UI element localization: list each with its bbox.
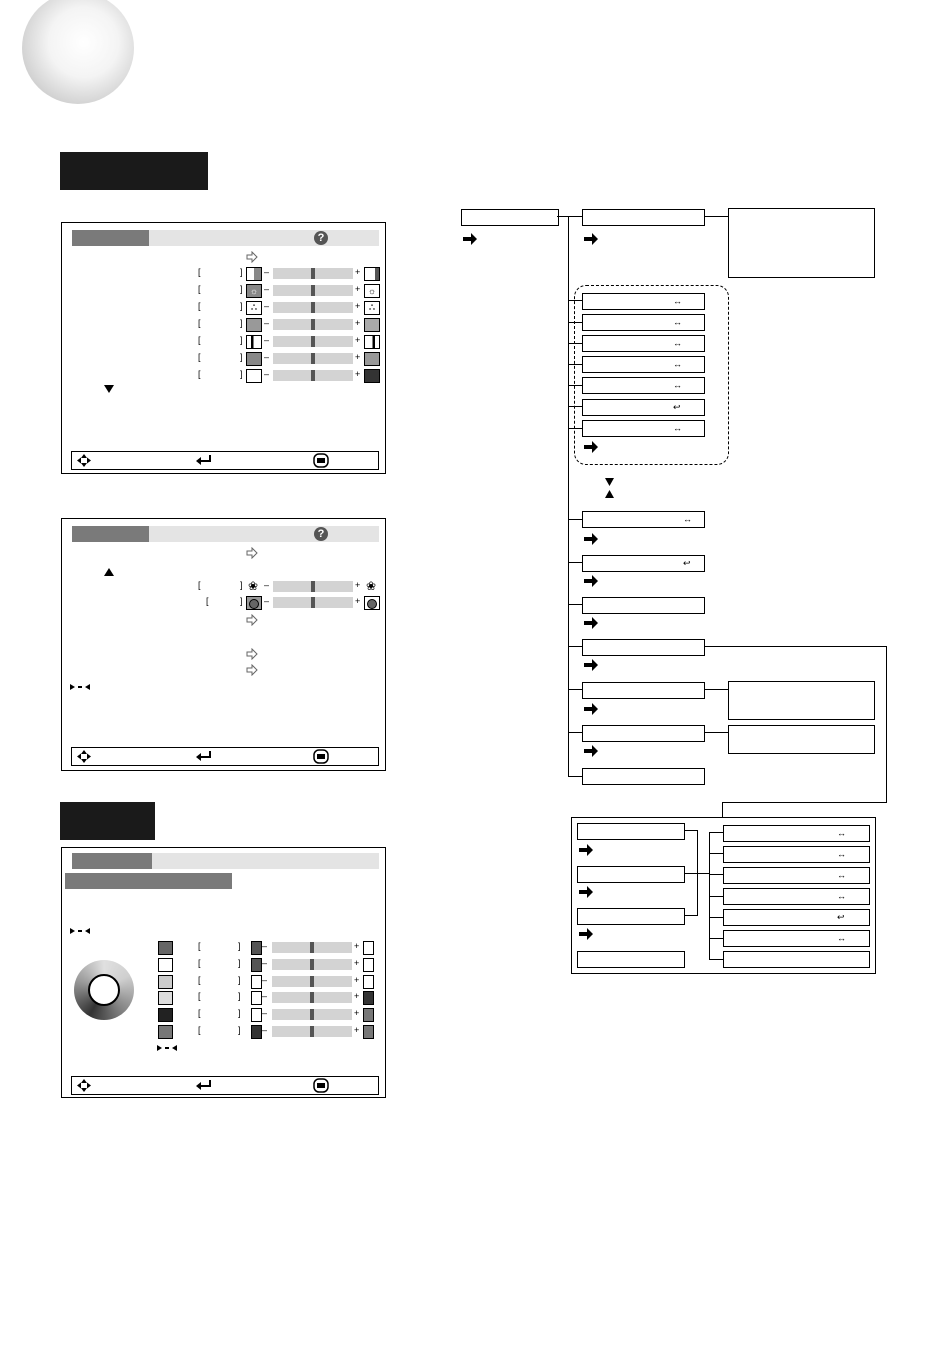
flow-box — [723, 951, 870, 968]
flow-box-adjust: ↔ — [723, 867, 870, 884]
blue-icon — [246, 369, 262, 383]
tint-icon — [364, 318, 380, 332]
slider-knob — [311, 581, 315, 592]
color-temp-icon: ❀ — [247, 579, 259, 593]
slider-knob — [311, 285, 315, 296]
flow-box-adjust: ↔ — [582, 335, 705, 352]
menu-tab-active[interactable] — [72, 526, 149, 542]
tint-icon — [246, 318, 262, 332]
color-swatch — [158, 941, 173, 955]
help-icon[interactable]: ? — [314, 231, 328, 245]
arrow-right-icon — [578, 886, 594, 898]
arrow-right-icon — [583, 533, 599, 545]
flow-box-adjust: ↔ — [582, 511, 705, 528]
slider-row[interactable]: [ ] – + — [198, 352, 380, 366]
slider-row[interactable]: [ ] ❀ – + ❀ — [198, 579, 377, 593]
arrow-right-icon — [583, 659, 599, 671]
guide-bar — [71, 451, 379, 470]
reset-icon[interactable] — [156, 1043, 178, 1053]
cms-row[interactable]: [ ] – + — [158, 1025, 380, 1039]
flow-box — [577, 823, 685, 840]
flow-box-select: ↩ — [582, 399, 705, 416]
flow-box-adjust: ↔ — [723, 825, 870, 842]
scroll-up-icon[interactable] — [103, 567, 115, 577]
red-icon — [364, 352, 380, 366]
flow-box-cms — [582, 639, 705, 656]
arrow-right-icon[interactable] — [246, 648, 258, 660]
flow-box-adjust: ↔ — [723, 888, 870, 905]
flow-box-adjust: ↔ — [582, 420, 705, 437]
slider-knob — [311, 597, 315, 608]
arrow-right-icon[interactable] — [246, 614, 258, 626]
color-swatch — [158, 958, 173, 972]
reset-icon[interactable] — [69, 926, 91, 936]
arrow-right-icon[interactable] — [246, 547, 258, 559]
flow-box-select: ↩ — [723, 909, 870, 926]
flow-box — [577, 951, 685, 968]
guide-bar — [71, 1076, 379, 1095]
flow-box-adjust: ↔ — [582, 356, 705, 373]
enter-icon — [195, 1079, 213, 1091]
color-swatch — [158, 991, 173, 1005]
contrast-icon — [246, 267, 262, 281]
cms-row[interactable]: [ ] – + — [158, 991, 380, 1005]
menu-tab-bar — [149, 230, 379, 246]
red-icon — [246, 352, 262, 366]
section-header-bar-1 — [60, 152, 208, 190]
cms-row[interactable]: [ ] – + — [158, 1008, 380, 1022]
arrow-right-icon — [583, 441, 599, 453]
flow-box-main — [461, 209, 559, 226]
flow-box — [582, 682, 705, 699]
slider-knob — [311, 353, 315, 364]
contrast-icon — [364, 267, 380, 281]
arrow-right-icon[interactable] — [246, 664, 258, 676]
menu-icon — [313, 749, 329, 764]
slider-row[interactable]: [ ] – + — [198, 267, 380, 281]
submenu-title-bar — [65, 873, 232, 889]
menu-tab-bar — [149, 526, 379, 542]
color-management-screen — [61, 847, 386, 1098]
flow-box-adjust: ↔ — [582, 293, 705, 310]
flow-cms-frame — [571, 817, 876, 974]
enter-icon — [195, 750, 213, 762]
menu-tab-bar — [152, 853, 379, 869]
white-balance-icon — [246, 596, 262, 610]
slider-knob — [311, 336, 315, 347]
help-icon[interactable]: ? — [314, 527, 328, 541]
flow-info-box — [728, 725, 875, 754]
arrow-right-icon[interactable] — [246, 251, 258, 263]
picture-menu-screen-1 — [61, 222, 386, 474]
scroll-down-icon[interactable] — [103, 384, 115, 394]
enter-icon — [195, 454, 213, 466]
slider-knob — [311, 268, 315, 279]
section-header-bar-2 — [60, 802, 155, 840]
slider-row[interactable]: [ ] – + — [198, 318, 380, 332]
flow-box — [582, 725, 705, 742]
slider-row[interactable]: [ ] – + — [198, 596, 380, 610]
move-icon — [76, 1078, 92, 1093]
flow-box-adjust: ↔ — [723, 846, 870, 863]
blue-icon — [364, 369, 380, 383]
arrow-right-icon — [578, 844, 594, 856]
move-icon — [76, 749, 92, 764]
menu-tab-active[interactable] — [72, 853, 152, 869]
slider-knob — [310, 942, 314, 953]
arrow-right-icon — [583, 575, 599, 587]
color-swatch — [158, 975, 173, 989]
menu-icon — [313, 453, 329, 468]
picture-menu-screen-2 — [61, 518, 386, 771]
color-swatch — [158, 1025, 173, 1039]
page-corner-circle — [18, 0, 136, 110]
slider-row[interactable]: [ ] ☼ – + ☼ — [198, 284, 380, 298]
flow-box — [577, 866, 685, 883]
slider-knob — [311, 319, 315, 330]
flow-info-box — [728, 208, 875, 278]
cms-row[interactable]: [ ] – + — [158, 941, 380, 955]
arrow-right-icon — [583, 745, 599, 757]
sharpness-icon — [364, 335, 380, 349]
brightness-icon: ☼ — [364, 284, 380, 298]
brightness-icon: ☼ — [246, 284, 262, 298]
slider-knob — [311, 302, 315, 313]
flow-box-adjust: ↔ — [723, 930, 870, 947]
cms-row[interactable]: [ ] – + — [158, 975, 380, 989]
color-icon: ஃ — [246, 301, 262, 315]
color-temp-icon: ❀ — [365, 579, 377, 593]
slider-row[interactable]: [ ] ஃ – + ஃ — [198, 301, 380, 315]
cms-row[interactable]: [ ] – + — [158, 958, 380, 972]
menu-tab-active[interactable] — [72, 230, 149, 246]
color-wheel-icon — [74, 960, 134, 1020]
arrow-right-icon — [583, 703, 599, 715]
color-swatch — [158, 1008, 173, 1022]
flow-dashed-group — [574, 285, 729, 465]
arrow-right-icon — [462, 233, 478, 245]
flow-box-adjust: ↔ — [582, 314, 705, 331]
white-balance-icon — [364, 596, 380, 610]
color-icon: ஃ — [364, 301, 380, 315]
flow-info-box — [728, 681, 875, 720]
slider-row[interactable]: [ ] – + — [198, 335, 380, 349]
arrow-right-icon — [583, 233, 599, 245]
slider-knob — [310, 976, 314, 987]
reset-icon[interactable] — [69, 682, 91, 692]
scroll-down-icon — [605, 478, 614, 486]
slider-knob — [310, 1009, 314, 1020]
flow-box — [582, 768, 705, 785]
move-icon — [76, 453, 92, 468]
flow-box — [582, 597, 705, 614]
flow-box-adjust: ↔ — [582, 377, 705, 394]
slider-knob — [310, 1026, 314, 1037]
sharpness-icon — [246, 335, 262, 349]
slider-knob — [310, 959, 314, 970]
arrow-right-icon — [578, 928, 594, 940]
guide-bar — [71, 747, 379, 766]
scroll-up-icon — [605, 490, 614, 498]
menu-icon — [313, 1078, 329, 1093]
flow-box — [577, 908, 685, 925]
slider-knob — [311, 370, 315, 381]
slider-row[interactable]: [ ] – + — [198, 369, 380, 383]
flow-box-select: ↩ — [582, 555, 705, 572]
flow-box-picture-mode — [582, 209, 705, 226]
slider-knob — [310, 992, 314, 1003]
arrow-right-icon — [583, 617, 599, 629]
